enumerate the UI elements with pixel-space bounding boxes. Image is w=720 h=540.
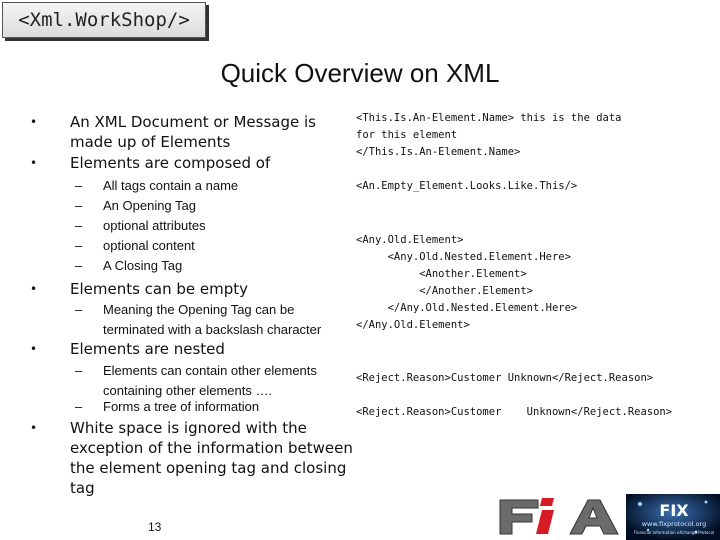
sub-item: – A Closing Tag [75,258,183,273]
fix-logo-text: FIX [659,501,689,520]
fia-logo-graphic [496,494,624,538]
sub-item: – All tags contain a name [75,178,239,193]
sub-item: – Forms a tree of information [75,399,260,414]
page-number: 13 [148,520,162,534]
bullet-text: White space is ignored with the exception of the information between the element opening tag and closing tag [70,419,353,497]
fia-logo-text: FIA [560,535,562,536]
sub-item: – optional content [75,238,195,253]
fix-protocol-logo [626,494,720,540]
sub-item-text: Meaning the Opening Tag can be terminated with a backslash character [103,302,322,337]
sub-item: – An Opening Tag [75,198,196,213]
sub-item-text: All tags contain a name [103,178,239,193]
sub-item-text: optional attributes [103,218,206,233]
bullet-nested-elements [30,339,340,359]
code-reject-reason-whitespace-example: <Reject.Reason>Customer Unknown</Reject.Reason> [356,406,673,418]
xml-workshop-logo: <Xml.WorkShop/> [2,2,206,38]
code-element-example: <This.Is.An-Element.Name> this is the data for this element </This.Is.An-Element.Name> [356,112,622,158]
bullet-empty-elements [30,279,340,299]
bullet-text: An XML Document or Message is made up of Elements [70,113,316,151]
bullet-text: Elements can be empty [70,280,249,298]
bullet-dot: • [30,156,38,170]
sub-item: – Elements can contain other elements containing other elements …. [75,363,317,398]
bullet-dot: • [30,282,38,296]
sub-item-text: An Opening Tag [103,198,196,213]
sub-item-text: optional content [103,238,195,253]
sub-item-text: Forms a tree of information [103,399,260,414]
code-reject-reason-example: <Reject.Reason>Customer Unknown</Reject.Reason> [356,372,654,384]
code-nested-elements-example: <Any.Old.Element> <Any.Old.Nested.Element.Here> <Another.Element> </Another.Element> </Any.Old.Nested.Element.Here> </Any.Old.Element> [356,234,578,331]
sub-item-text: A Closing Tag [103,258,183,273]
bullet-dot: • [30,342,38,356]
sub-item-text: Elements can contain other elements containing other elements …. [103,363,317,398]
bullet-text: Elements are nested [70,340,225,358]
slide-title: Quick Overview on XML [220,58,500,88]
code-empty-element-example: <An.Empty_Element.Looks.Like.This/> [356,180,578,192]
fia-logo [496,494,624,538]
bullet-dot: • [30,421,38,435]
bullet-composed-of [30,153,340,173]
sub-item: – optional attributes [75,218,206,233]
fix-logo-graphic [626,494,720,540]
fix-site-text: www.fixprotocol.org [641,520,707,528]
bullet-dot: • [30,115,38,129]
fix-tagline-text: Financial Information eXchange Protocol [633,530,715,535]
bullet-elements-intro [30,112,340,152]
sub-item: – Meaning the Opening Tag can be terminated with a backslash character [75,302,322,337]
bullet-whitespace [30,418,355,498]
bullet-text: Elements are composed of [70,154,271,172]
